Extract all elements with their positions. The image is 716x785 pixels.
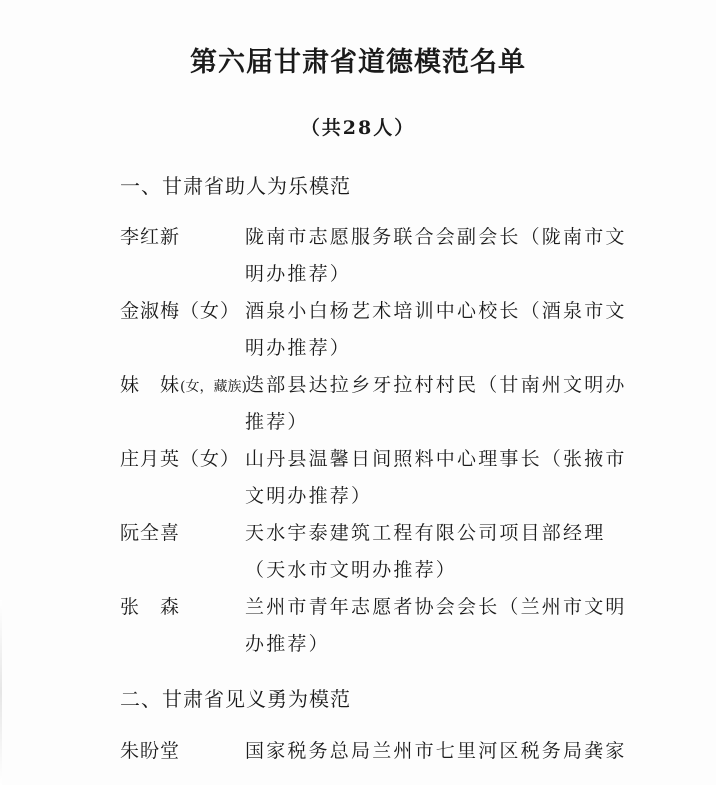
person-name: 庄月英（女） xyxy=(120,448,241,470)
person-name: 朱盼堂 xyxy=(120,740,181,762)
scan-edge-shadow xyxy=(0,600,2,785)
person-name: 阮全喜 xyxy=(120,522,181,544)
person-description: 酒泉小白杨艺术培训中心校长（酒泉市文明办推荐） xyxy=(245,300,627,359)
person-name-note: (女，藏族) xyxy=(180,379,247,395)
person-description: 兰州市青年志愿者协会会长（兰州市文明办推荐） xyxy=(245,596,627,655)
person-name xyxy=(120,367,250,406)
person-description: 国家税务总局兰州市七里河区税务局龚家 xyxy=(245,740,627,762)
section-heading-helping-others: 一、甘肃省助人为乐模范 xyxy=(120,174,351,198)
person-description: 山丹县温馨日间照料中心理事长（张掖市文明办推荐） xyxy=(245,448,627,507)
person-name-main: 妹 妹 xyxy=(120,374,181,396)
person-description: 天水宇泰建筑工程有限公司项目部经理（天水市文明办推荐） xyxy=(245,522,606,581)
document-subtitle: （共28人） xyxy=(300,117,416,139)
person-name: 李红新 xyxy=(120,226,181,248)
person-description: 陇南市志愿服务联合会副会长（陇南市文明办推荐） xyxy=(245,226,627,285)
section-heading-bravery: 二、甘肃省见义勇为模范 xyxy=(120,687,351,711)
person-description: 迭部县达拉乡牙拉村村民（甘南州文明办推荐） xyxy=(245,374,627,433)
person-name: 金淑梅（女） xyxy=(120,300,241,322)
document-title: 第六届甘肃省道德模范名单 xyxy=(190,47,526,78)
person-name: 张 森 xyxy=(120,596,181,618)
